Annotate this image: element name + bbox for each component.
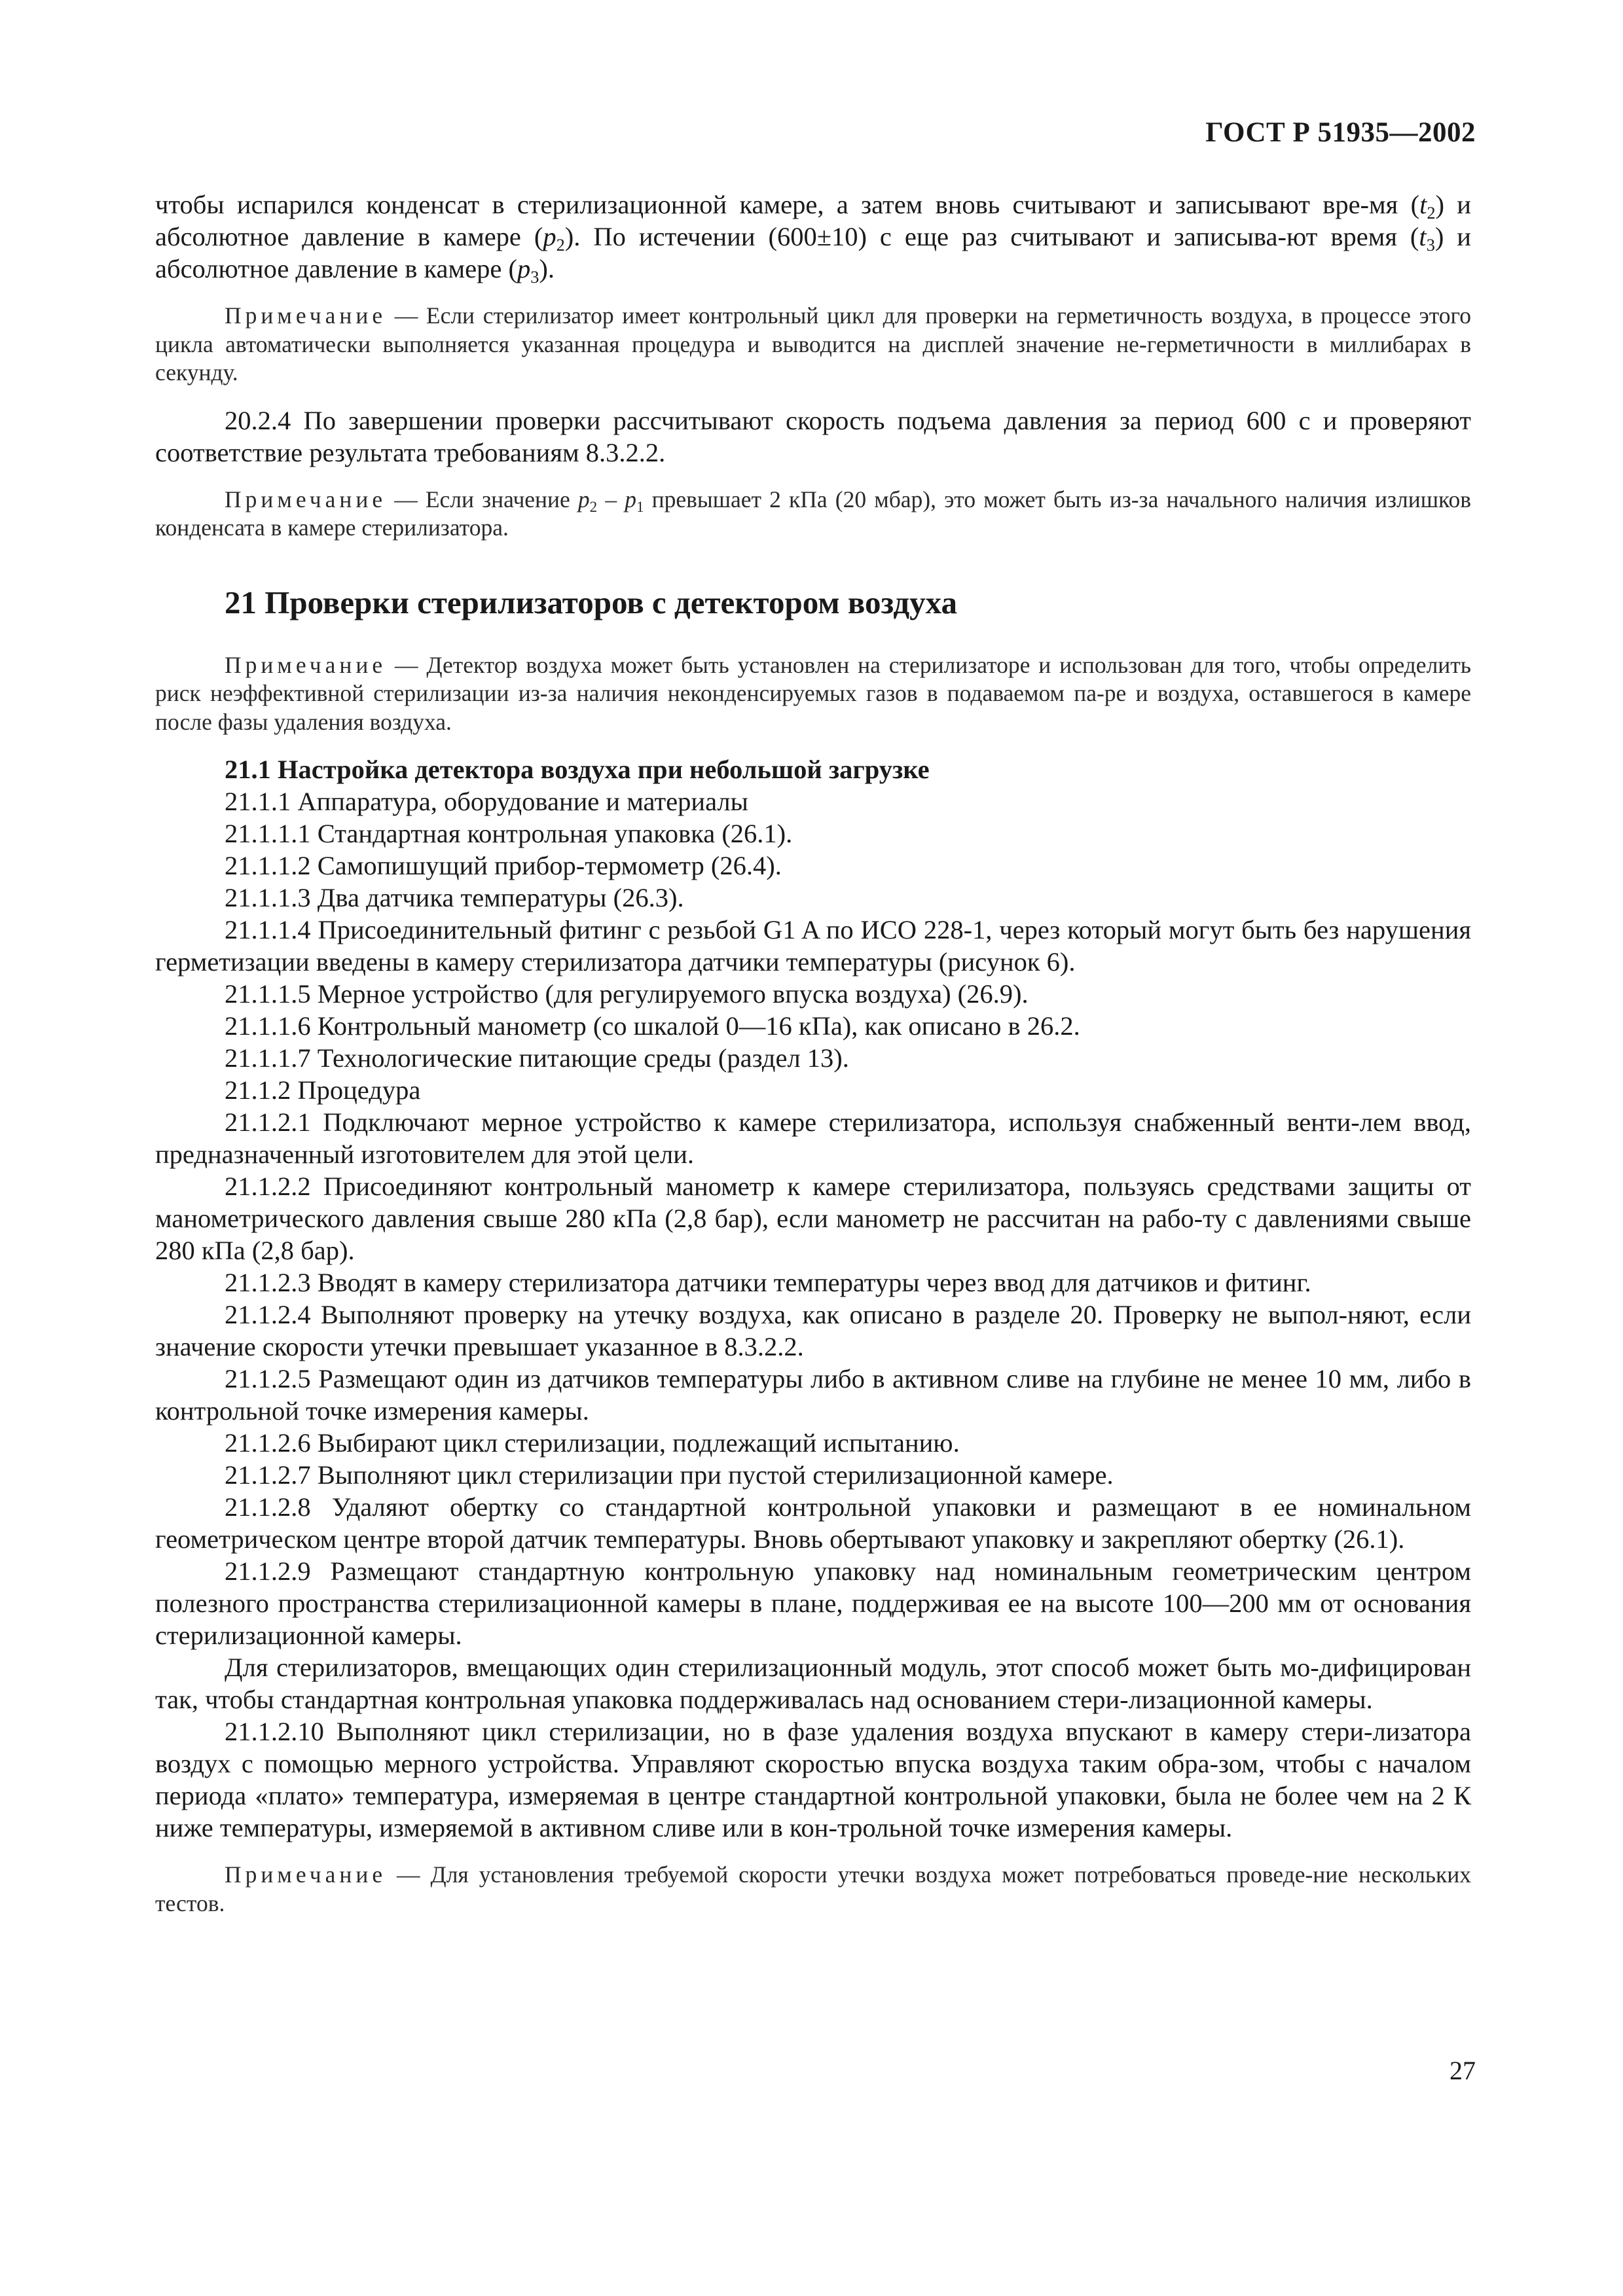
section-title: 21 Проверки стерилизаторов с детектором воздуха [225,584,957,620]
paragraph: Для стерилизаторов, вмещающих один стерилизационный модуль, этот способ может быть мо-дифицирован так, чтобы стандартная контрольная упаковка поддерживалась над основанием стери-лизационной камеры. [155,1653,1471,1714]
note-1: Примечание — Если стерилизатор имеет контрольный цикл для проверки на герметичность воздуха, в процессе этого цикла автоматически выполняется указанная процедура и выводится на дисплей значение не-герметичности в миллибарах в секунду. [155,302,1471,386]
subsection-title: 21.1 Настройка детектора воздуха при небольшой загрузке [225,755,930,784]
paragraph: 21.1.1.5 Мерное устройство (для регулируемого впуска воздуха) (26.9). [225,979,1029,1009]
document-header: ГОСТ Р 51935—2002 [1205,117,1476,148]
paragraph: 21.1.2.1 Подключают мерное устройство к камере стерилизатора, используя снабженный венти-лем ввод, предназначенный изготовителем для этой цели. [155,1107,1471,1169]
paragraph-20-2-4: 20.2.4 По завершении проверки рассчитывают скорость подъема давления за период 600 с и проверяют соответствие результата требованиям 8.3.2.2. [155,405,1471,467]
paragraph: 21.1.1.2 Самопишущий прибор-термометр (26.4). [225,851,782,880]
intro-paragraph: чтобы испарился конденсат в стерилизационной камере, а затем вновь считывают и записывают вре-мя $(t_2)$ и абсолютное давление в камере $(p_2)$. По истечении (600±10) с еще раз считывают и записыва-ют время $(t_3)$ и абсолютное давление в камере $(p_3)$. [155,190,1471,287]
paragraph: 21.1.2.9 Размещают стандартную контрольную упаковку над номинальным геометрическим центром полезного пространства стерилизационной камеры в плане, поддерживая ее на высоте 100—200 мм от основания стерилизационной камеры. [155,1556,1471,1650]
note-2: Примечание — Если значение $p_2 - p_1$ превышает 2 кПа (20 мбар), это может быть из-за начального наличия излишков конденсата в камере стерилизатора. [155,486,1472,541]
paragraph: 21.1.1.3 Два датчика температуры (26.3). [225,883,684,912]
paragraph: 21.1.1 Аппаратура, оборудование и материалы [225,787,748,816]
paragraph: 21.1.1.6 Контрольный манометр (со шкалой 0—16 кПа), как описано в 26.2. [225,1011,1080,1041]
paragraph: 21.1.2.8 Удаляют обертку со стандартной контрольной упаковки и размещают в ее номинальном геометрическом центре второй датчик температуры. Вновь обертывают упаковку и закрепляют обертку (26.1). [155,1492,1471,1554]
paragraph: 21.1.2.4 Выполняют проверку на утечку воздуха, как описано в разделе 20. Проверку не выпол-няют, если значение скорости утечки превышает указанное в 8.3.2.2. [155,1300,1471,1361]
paragraph: 21.1.1.7 Технологические питающие среды (раздел 13). [225,1043,849,1073]
note-4: Примечание — Для установления требуемой скорости утечки воздуха может потребоваться проведе-ние нескольких тестов. [155,1861,1471,1916]
paragraph: 21.1.2 Процедура [225,1075,421,1105]
note-3: Примечание — Детектор воздуха может быть установлен на стерилизаторе и использован для того, чтобы определить риск неэффективной стерилизации из-за наличия неконденсируемых газов в подаваемом па-ре и воздуха, оставшегося в камере после фазы удаления воздуха. [155,651,1471,735]
paragraph: 21.1.2.5 Размещают один из датчиков температуры либо в активном сливе на глубине не менее 10 мм, либо в контрольной точке измерения камеры. [155,1364,1471,1426]
paragraph: 21.1.2.6 Выбирают цикл стерилизации, подлежащий испытанию. [225,1428,960,1458]
paragraph: 21.1.2.10 Выполняют цикл стерилизации, но в фазе удаления воздуха впускают в камеру стери-лизатора воздух с помощью мерного устройства. Управляют скоростью впуска воздуха таким обра-зом, чтобы с началом периода «плато» температура, измеряемая в центре стандартной контрольной упаковки, была не более чем на 2 К ниже температуры, измеряемой в активном сливе или в кон-трольной точке измерения камеры. [155,1717,1471,1842]
paragraph: 21.1.2.3 Вводят в камеру стерилизатора датчики температуры через ввод для датчиков и фитинг. [225,1268,1311,1297]
paragraph: 21.1.1.1 Стандартная контрольная упаковка (26.1). [225,819,793,848]
document-body [155,188,1471,1918]
page-number: 27 [1450,2056,1476,2085]
paragraph: 21.1.1.4 Присоединительный фитинг с резьбой G1 A по ИСО 228-1, через который могут быть без нарушения герметизации введены в камеру стерилизатора датчики температуры (рисунок 6). [155,915,1471,977]
paragraph: 21.1.2.2 Присоединяют контрольный манометр к камере стерилизатора, пользуясь средствами защиты от манометрического давления свыше 280 кПа (2,8 бар), если манометр не рассчитан на рабо-ту с давлениями свыше 280 кПа (2,8 бар). [155,1172,1471,1265]
paragraph: 21.1.2.7 Выполняют цикл стерилизации при пустой стерилизационной камере. [225,1460,1114,1490]
